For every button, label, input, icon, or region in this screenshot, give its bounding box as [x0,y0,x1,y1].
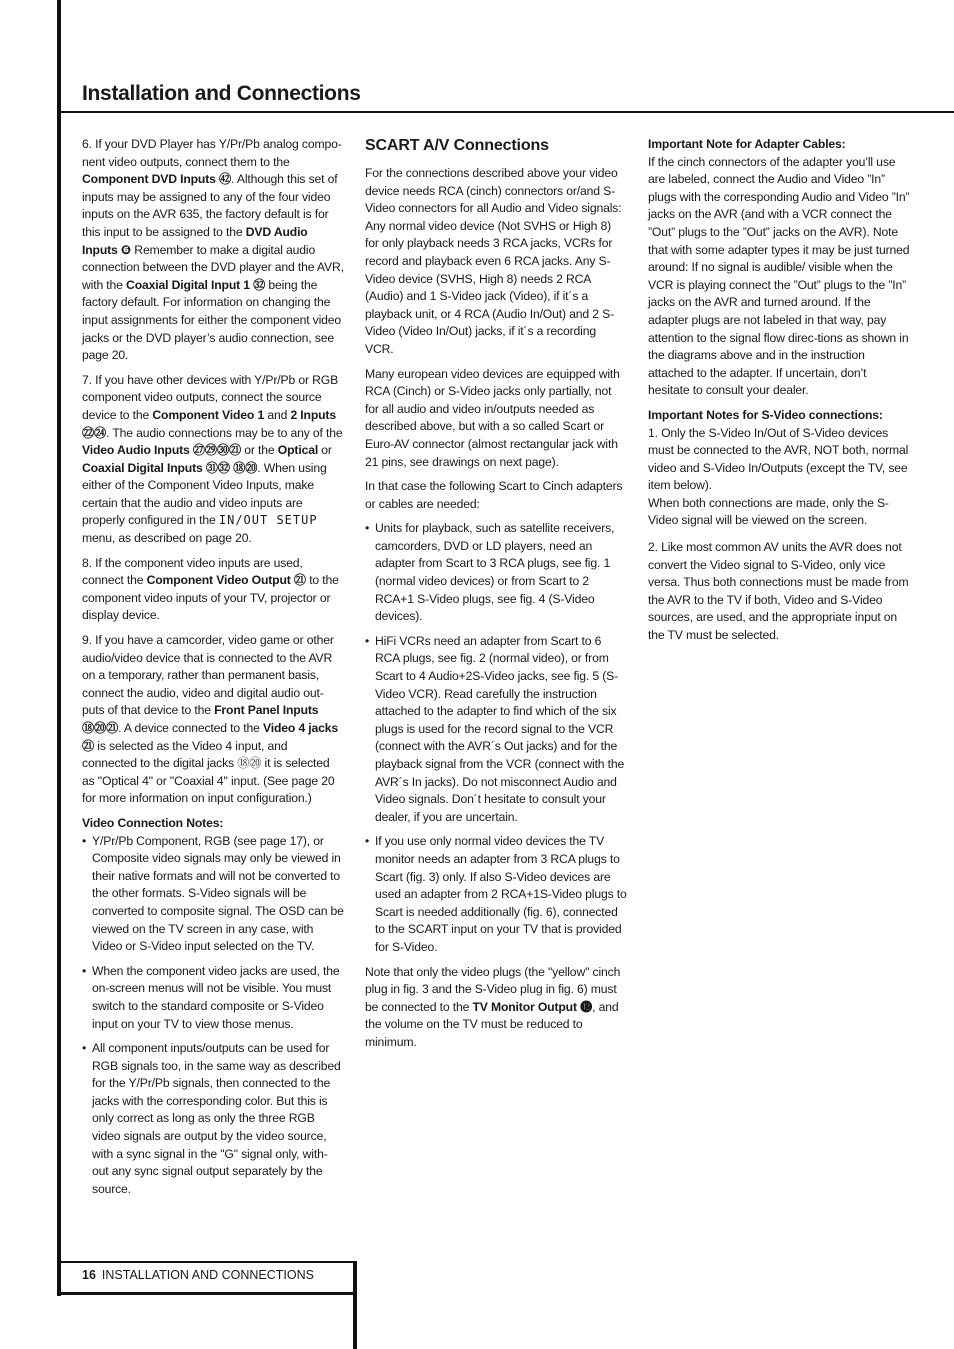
adapter-note-heading: Important Note for Adapter Cables: [648,137,846,151]
page-number: 16 [82,1268,96,1282]
paragraph-9: 9. If you have a camcorder, video game or other audio/video device that is connected to the AVR on a temporary, rather than permanent basis, connect the audio, video and digital audio out-puts of that device to the Front Panel Inputs ⑱⑳㉑. A device connected to the Video 4 jacks ㉑ is selected as the Video 4 input, and connected to the digital jacks ⑱⑳ it is selected as "Optical 4" or "Coaxial 4" input. (See page 20 for more information on input configuration.) [82,633,339,806]
video-notes-heading: Video Connection Notes: [82,815,224,830]
header-rule [57,111,954,113]
paragraph: 2. Like most common AV units the AVR does not convert the Video signal to S-Video, only vice versa. Thus both connections must be made from the AVR to the TV if both, Video and S-Video sources, are used, and the appropriate input on the TV must be selected. [648,540,909,643]
list-item: • Units for playback, such as satellite receivers, camcorders, DVD or LD players, need an adapter from Scart to 3 RCA plugs, see fig. 1 (normal video devices) or from Scart to 2 RCA+1 S-Video plugs, see fig. 4 (S-Video devices). [365,520,627,626]
list-item: • When the component video jacks are used, the on-screen menus will not be visible. You must switch to the standard composite or S-Video input on your TV to view those menus. [82,963,344,1033]
column-3 [648,136,910,652]
menu-name: IN/OUT SETUP [218,513,318,528]
footer [82,1268,314,1282]
paragraph-6: 6. If your DVD Player has Y/Pr/Pb analog compo-nent video outputs, connect them to the Component DVD Inputs ㊷. Although this set of inputs may be assigned to any of the four video inputs on the AVR 635, the factory default is for this input to be assigned to the DVD Audio Inputs ❻ Remember to make a digital audio connection between the DVD player and the AVR, with the Coaxial Digital Input 1 ㉜ being the factory default. For information on changing the input assignments for either the component video jacks or the DVD player’s audio connection, see page 20. [82,137,344,363]
footer-section: INSTALLATION AND CONNECTIONS [101,1268,314,1282]
paragraph: Note that only the video plugs (the "yellow" cinch plug in fig. 3 and the S-Video plug in fig. 6) must be connected to the TV Monitor Output ⓬, and the volume on the TV must be reduced to minimum. [365,964,621,1049]
footer-rule-top [57,1261,357,1263]
paragraph-7: 7. If you have other devices with Y/Pr/Pb or RGB component video outputs, connect the source device to the Component Video 1 and 2 Inputs ㉒㉔. The audio connections may be to any of the Video Audio Inputs ㉗㉙㉚㉑ or the Optical or Coaxial Digital Inputs ㉛㉜ ⑱⑳. When using either of the Component Video Inputs, make certain that the audio and video inputs are properly configured in the IN/OUT SETUP menu, as described on page 20. [82,372,343,546]
section-heading-scart: SCART A/V Connections [365,137,549,154]
list-item: • If you use only normal video devices the TV monitor needs an adapter from 3 RCA plugs to Scart (fig. 3) only. If also S-Video devices are used an adapter from 2 RCA+1S-Video plugs to Scart is needed additionally (fig. 6), connected to the SCART input on your TV that is provided for S-Video. [365,833,627,956]
list-item: • Y/Pr/Pb Component, RGB (see page 17), or Composite video signals may only be viewed in their native formats and will not be converted to the other formats. S-Video signals will be converted to composite signal. The OSD can be viewed on the TV screen in any case, with Video or S-Video input selected on the TV. [82,833,344,956]
column-2 [365,136,627,1059]
column-1 [82,136,344,1205]
page-title: Installation and Connections [82,82,361,105]
footer-vertical-bar [353,1261,357,1349]
footer-rule-bottom [57,1292,357,1295]
paragraph: In that case the following Scart to Cinch adapters or cables are needed: [365,479,623,511]
adapter-list [365,520,627,956]
paragraph: If the cinch connectors of the adapter you’ll use are labeled, connect the Audio and Video ”In” plugs with the corresponding Audio and Video ”In” jacks on the AVR (and with a VCR connect the ”Out” plugs to the ”Out” jacks on the AVR). Note that with some adapter types it may be just turned around: If no signal is audible/ visible when the VCR is playing connect the ”Out” plugs to the ”In” jacks on the AVR and turned around. If the adapter plugs are not labeled in that way, pay attention to the signal flow direc-tions as shown in the diagrams above and in the instruction attached to the adapter. If uncertain, don’t hesitate to consult your dealer. [648,154,910,398]
paragraph-8: 8. If the component video inputs are used, connect the Component Video Output ㉑ to the component video inputs of your TV, projector or display device. [82,555,339,623]
paragraph: Many european video devices are equipped with RCA (Cinch) or S-Video jacks only partially, not for all audio and video in/outputs needed as described above, but with a so called Scart or Euro-AV connector (almost rectangular jack with 21 pins, see drawings on next page). [365,366,620,469]
paragraph: 1. Only the S-Video In/Out of S-Video devices must be connected to the AVR, NOT both, normal video and S-Video In/Outputs (except the TV, see item below). When both connections are made, only the S-Video signal will be viewed on the screen. [648,425,909,528]
list-item: • HiFi VCRs need an adapter from Scart to 6 RCA plugs, see fig. 2 (normal video), or from Scart to 4 Audio+2S-Video jacks, see fig. 5 (S-Video VCR). Read carefully the instruction attached to the adapter to find which of the six plugs is used for the record signal to the VCR (connect with the AVR´s Out jacks) and for the playback signal from the VCR (connect with the AVR´s In jacks). Do not misconnect Audio and Video signals. Don´t hesitate to consult your dealer, if you are uncertain. [365,633,627,827]
list-item: • All component inputs/outputs can be used for RGB signals too, in the same way as described for the Y/Pr/Pb signals, then connected to the jacks with the corresponding color. But this is only correct as long as only the three RGB video signals are output by the video source, with a sync signal in the "G" signal only, with-out any sync signal output separately by the source. [82,1040,344,1198]
video-notes-list [82,833,344,1199]
paragraph: For the connections described above your video device needs RCA (cinch) connectors or/and S-Video connectors for all Audio and Video signals: Any normal video device (Not SVHS or High 8) for only playback needs 3 RCA jacks, VCRs for record and playback even 6 RCA jacks. Any S-Video device (SVHS, High 8) needs 2 RCA (Audio) and 1 S-Video jack (Video), if it´s a playback unit, or 4 RCA (Audio In/Out) and 2 S-Video (Video In/Out) jacks, if it´s a recording VCR. [365,166,622,356]
left-margin-bar [57,0,61,1296]
svideo-notes-heading: Important Notes for S-Video connections: [648,407,883,422]
